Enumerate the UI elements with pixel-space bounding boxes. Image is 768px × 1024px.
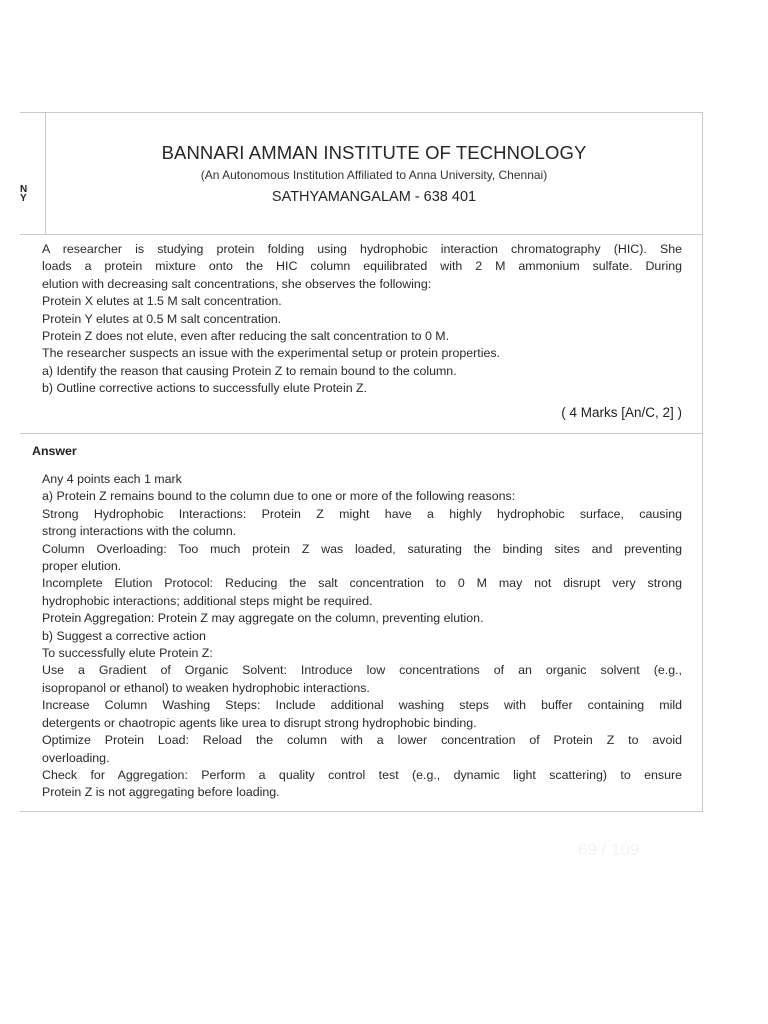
- answer-line: hydrophobic interactions; additional steps might be required.: [42, 593, 373, 608]
- answer-line: a) Protein Z remains bound to the column due to one or more of the following reasons:: [42, 489, 516, 504]
- answer-line: detergents or chaotropic agents like urea to disrupt strong hydrophobic binding.: [42, 715, 477, 730]
- answer-line: Protein Z is not aggregating before loading.: [42, 785, 280, 800]
- institution-header: [20, 113, 702, 235]
- question-line: elution with decreasing salt concentrations, she observes the following:: [42, 276, 432, 291]
- answer-line: proper elution.: [42, 559, 122, 574]
- question-line: b) Outline corrective actions to successfully elute Protein Z.: [42, 381, 368, 396]
- answer-line: strong interactions with the column.: [42, 524, 237, 539]
- answer-line: isopropanol or ethanol) to weaken hydrophobic interactions.: [42, 680, 370, 695]
- answer-line: Use a Gradient of Organic Solvent: Introduce low concentrations of an organic solvent (e.g.,: [42, 663, 682, 678]
- logo-fragment-line-1: N: [20, 184, 28, 195]
- answer-line: Strong Hydrophobic Interactions: Protein Z might have a highly hydrophobic surface, causing: [42, 506, 682, 521]
- question-line: The researcher suspects an issue with the experimental setup or protein properties.: [42, 346, 500, 361]
- institution-name: BANNARI AMMAN INSTITUTE OF TECHNOLOGY: [161, 142, 587, 163]
- question-line: loads a protein mixture onto the HIC column equilibrated with 2 M ammonium sulfate. During: [42, 259, 682, 274]
- answer-line: To successfully elute Protein Z:: [42, 646, 213, 661]
- answer-line: Column Overloading: Too much protein Z was loaded, saturating the binding sites and preventing: [42, 541, 682, 556]
- answer-line: Any 4 points each 1 mark: [42, 472, 182, 486]
- page-number-watermark: 69 / 109: [578, 840, 640, 859]
- question-section: [20, 234, 702, 434]
- answer-line: Incomplete Elution Protocol: Reducing the salt concentration to 0 M may not disrupt very strong: [42, 576, 682, 591]
- answer-line: overloading.: [42, 750, 110, 765]
- answer-line: Check for Aggregation: Perform a quality control test (e.g., dynamic light scattering) to ensure: [42, 767, 682, 782]
- answer-line: Optimize Protein Load: Reload the column with a lower concentration of Protein Z to avoid: [42, 733, 682, 748]
- question-line: A researcher is studying protein folding using hydrophobic interaction chromatography (HIC). She: [42, 242, 682, 256]
- answer-label: Answer: [32, 444, 77, 458]
- logo-fragment-line-2: Y: [20, 193, 27, 204]
- institution-place: SATHYAMANGALAM - 638 401: [271, 189, 477, 205]
- question-text: [42, 241, 682, 398]
- question-line: Protein Z does not elute, even after reducing the salt concentration to 0 M.: [42, 329, 450, 344]
- institution-subtitle: (An Autonomous Institution Affiliated to Anna University, Chennai): [200, 168, 548, 182]
- answer-text: [42, 471, 682, 802]
- question-line: Protein X elutes at 1.5 M salt concentration.: [42, 294, 282, 309]
- question-line: Protein Y elutes at 0.5 M salt concentration.: [42, 311, 282, 326]
- answer-line: Increase Column Washing Steps: Include additional washing steps with buffer containing mild: [42, 698, 682, 713]
- answer-line: b) Suggest a corrective action: [42, 628, 206, 643]
- answer-line: Protein Aggregation: Protein Z may aggregate on the column, preventing elution.: [42, 611, 484, 626]
- document-sheet: [20, 112, 703, 812]
- question-marks: ( 4 Marks [An/C, 2] ): [561, 405, 682, 420]
- question-line: a) Identify the reason that causing Protein Z to remain bound to the column.: [42, 363, 457, 378]
